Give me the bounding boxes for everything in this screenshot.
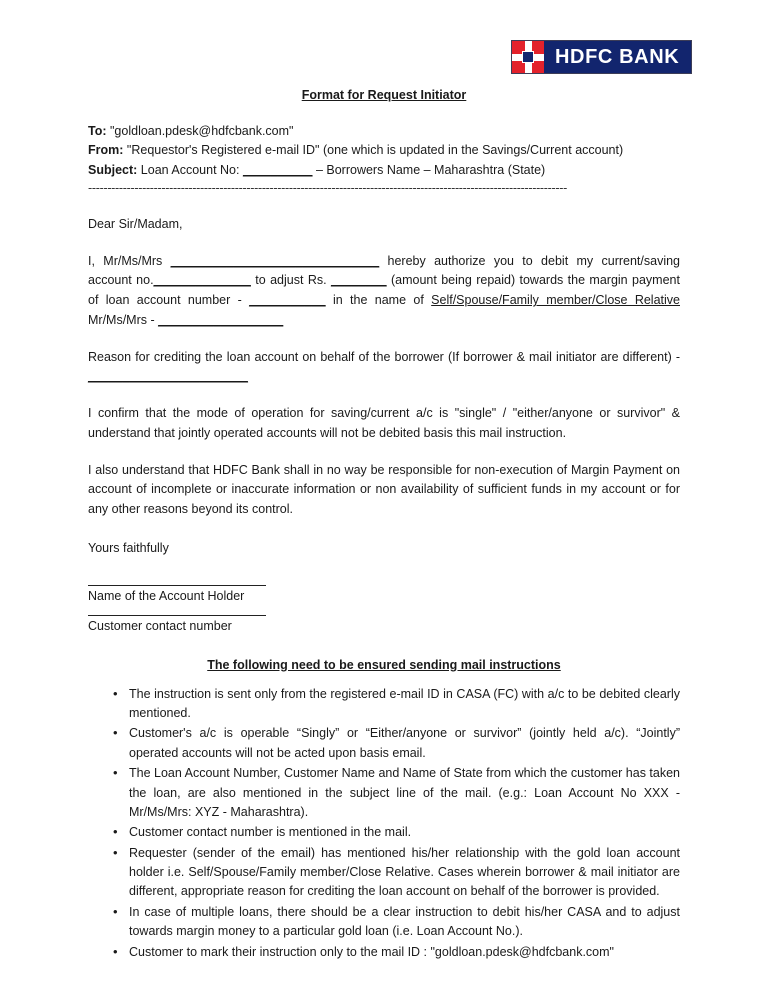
instructions-heading-text: The following need to be ensured sending mail instructions (207, 657, 561, 672)
document-body (88, 88, 680, 963)
from-value: "Requestor's Registered e-mail ID" (one which is updated in the Savings/Current account) (126, 143, 624, 158)
closing-text: Yours faithfully (88, 540, 169, 555)
from-field (88, 141, 680, 160)
list-item: • Customer to mark their instruction only to the mail ID : "goldloan.pdesk@hdfcbank.com" (113, 943, 680, 962)
list-item: • In case of multiple loans, there should be a clear instruction to debit his/her CASA and to adjust towards margin money to a particular gold loan (i.e. Loan Account No.). (113, 903, 680, 942)
list-item: • Customer contact number is mentioned in the mail. (113, 823, 680, 842)
header-divider: ---------------------------------------------------------------------------------------------------------------------------- (88, 182, 567, 196)
auth-blank-name: ______________________________ (170, 253, 380, 268)
list-item: • The instruction is sent only from the registered e-mail ID in CASA (FC) with a/c to be debited clearly mentioned. (113, 685, 680, 724)
auth-blank-relative-name: __________________ (158, 312, 284, 327)
auth-seg-4: (amount being repaid) towards the margin payment of loan account number - (88, 273, 680, 308)
to-value: "goldloan.pdesk@hdfcbank.com" (110, 124, 294, 138)
confirm-paragraph: I confirm that the mode of operation for saving/current a/c is "single" / "either/anyone or survivor" & understand that jointly operated accounts will not be debited basis this mail instruction. (88, 406, 680, 440)
auth-blank-loan-account: ___________ (249, 293, 326, 308)
logo-wordmark: HDFC BANK (555, 45, 680, 68)
auth-blank-amount: ________ (330, 273, 387, 288)
from-label: From: (88, 143, 124, 158)
auth-blank-account-no: ______________ (153, 273, 251, 288)
auth-seg-2: hereby authorize you to debit my current/saving account no. (88, 253, 681, 288)
subject-blank: __________ (242, 162, 313, 177)
subject-label: Subject: (88, 162, 138, 177)
instructions-heading (88, 658, 680, 673)
liability-paragraph: I also understand that HDFC Bank shall in no way be responsible for non-execution of Margin Payment on account of incomplete or inaccurate information or non availability of sufficient funds in my account or for any other reasons beyond its control. (88, 462, 680, 517)
salutation: Dear Sir/Madam, (88, 216, 183, 231)
auth-seg-5: in the name of (325, 293, 432, 308)
subject-value-prefix: Loan Account No: (140, 162, 243, 177)
subject-field (88, 161, 680, 180)
signature-label: Name of the Account Holder (88, 588, 245, 603)
mail-header-fields (88, 122, 680, 196)
auth-relationship-options: Self/Spouse/Family member/Close Relative (431, 293, 680, 308)
list-item: • Requester (sender of the email) has mentioned his/her relationship with the gold loan account holder i.e. Self/Spouse/Family member/Close Relative. Cases wherein borrower & mail initiator are different, appropriate reason for crediting the loan account on behalf of the borrower is provided. (113, 844, 680, 902)
hdfc-bank-logo (511, 40, 692, 74)
auth-seg-3: to adjust Rs. (250, 273, 331, 288)
hdfc-logo-mark-icon (512, 41, 544, 73)
signature-rule (88, 585, 266, 586)
list-item: • The Loan Account Number, Customer Name and Name of State from which the customer has taken the loan, are also mentioned in the subject line of the mail. (e.g.: Loan Account No XXX - Mr/Ms/Mrs: XYZ - Maharashtra). (113, 764, 680, 822)
signature-field-contact-number (88, 615, 680, 636)
instructions-list (88, 685, 680, 962)
auth-seg-1: I, Mr/Ms/Mrs (88, 253, 171, 268)
list-item: • Customer's a/c is operable “Singly” or “Either/anyone or survivor” (jointly held a/c). “Jointly” operated accounts will not be acted upon basis email. (113, 724, 680, 763)
to-label: To: (88, 124, 107, 138)
signature-rule (88, 615, 266, 616)
signature-label: Customer contact number (88, 619, 232, 634)
subject-value-suffix: – Borrowers Name – Maharashtra (State) (312, 162, 546, 177)
to-field (88, 122, 680, 141)
auth-seg-6: Mr/Ms/Mrs - (88, 312, 159, 327)
reason-text: Reason for crediting the loan account on behalf of the borrower (If borrower & mail initiator are different) - (88, 349, 680, 364)
signature-field-account-holder (88, 585, 680, 606)
reason-blank: _______________________ (88, 369, 248, 384)
logo-center-square (522, 51, 534, 63)
reason-paragraph (88, 348, 680, 388)
signature-block (88, 585, 680, 636)
page-title-text: Format for Request Initiator (301, 88, 467, 102)
authorization-paragraph (88, 252, 680, 331)
page-title (88, 88, 680, 103)
